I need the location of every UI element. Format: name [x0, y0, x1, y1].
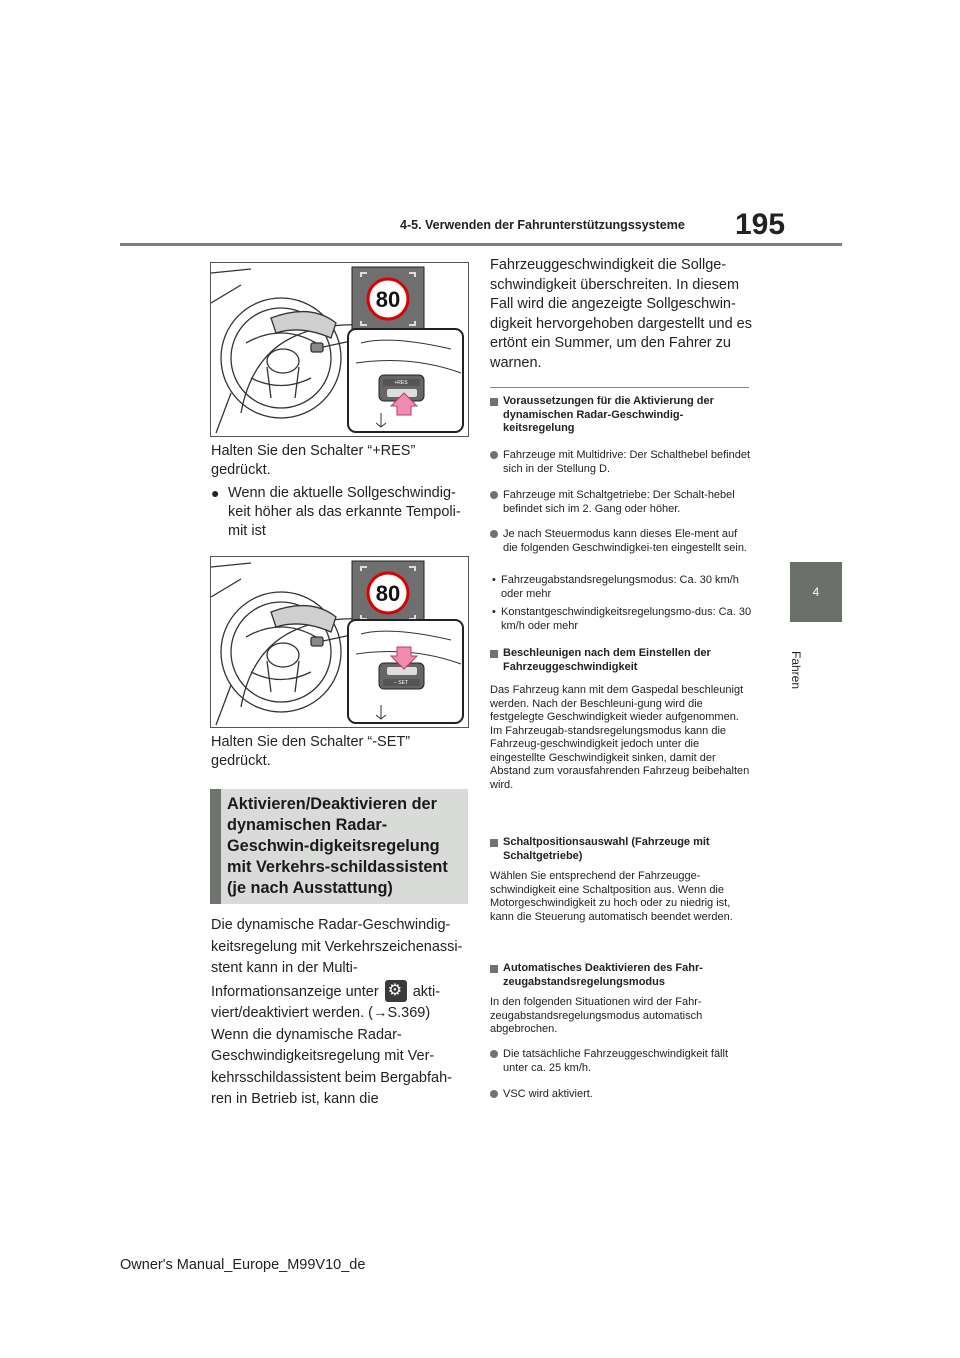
paragraph-activation [211, 915, 469, 1025]
heading-shift-text: Schaltpositionsauswahl (Fahrzeuge mit Schaltgetriebe) [503, 836, 710, 862]
right-divider [490, 387, 749, 388]
switch-label-set: − SET [393, 680, 409, 686]
right-body-text: Fahrzeuggeschwindigkeit die Sollge-schwindigkeit überschreiten. In diesem Fall wird die angezeigte Sollgeschwin-digkeit hervorgehoben dargestellt und es ertönt ein Summer, um den Fahrer zu warnen. [490, 257, 752, 371]
paragraph-shift: Wählen Sie entsprechend der Fahrzeugge-schwindigkeit eine Schaltposition aus. Wenn die Motorgeschwindigkeit zu hoch oder zu niedrig ist, kann die Steuerung automatisch beendet werden. [490, 870, 733, 923]
square-marker-icon [490, 398, 498, 406]
bullet-speed-drop [490, 1048, 752, 1075]
heading-auto-cancel [490, 962, 752, 989]
chapter-tab [790, 562, 842, 622]
left-body-text [211, 915, 469, 1111]
section-heading-box [210, 789, 468, 904]
bullet-manual [490, 489, 752, 516]
sub-item-distance: • Fahrzeugabstandsregelungsmodus: Ca. 30 km/h oder mehr [492, 574, 739, 600]
sub-item-distance-text: Fahrzeugabstandsregelungsmodus: Ca. 30 km/h oder mehr [501, 574, 739, 600]
illustration-res-switch [210, 262, 469, 437]
square-marker-icon [490, 839, 498, 847]
speed-sign-value: 80 [375, 287, 401, 312]
bullet-speed-drop-text: Die tatsächliche Fahrzeuggeschwindigkeit fällt unter ca. 25 km/h. [503, 1048, 729, 1074]
sub-item-constant: • Konstantgeschwindigkeitsregelungsmo-dus: Ca. 30 km/h oder mehr [492, 606, 752, 632]
section-heading: Aktivieren/Deaktivieren der dynamischen Radar-Geschwin-digkeitsregelung mit Verkehrs-schildassistent (je nach Ausstattung) [227, 795, 448, 897]
circle-bullet-icon [490, 491, 498, 499]
square-marker-icon [490, 650, 498, 658]
bullet-dot: ● [211, 485, 220, 501]
circle-bullet-icon [490, 530, 498, 538]
footer-manual-id: Owner's Manual_Europe_M99V10_de [120, 1257, 366, 1273]
heading-conditions [490, 395, 752, 436]
bullet-vsc-text: VSC wird aktiviert. [503, 1088, 593, 1100]
bullet-text: Wenn die aktuelle Sollgeschwindig-keit höher als das erkannte Tempoli-mit ist [228, 485, 461, 539]
header-rule [120, 243, 842, 246]
bullet-control-mode [490, 528, 752, 555]
bullet-vsc [490, 1088, 752, 1102]
chapter-number: 4 [812, 585, 820, 599]
paragraph-accelerate: Das Fahrzeug kann mit dem Gaspedal beschleunigt werden. Nach der Beschleuni-gung wird die festgelegte Geschwindigkeit wieder aufgenommen. Im Fahrzeugab-standsregelungsmodus kann die Fahrzeug-geschwindigkeit jedoch unter die eingestellte Geschwindigkeit sinken, damit der Abstand zum vorausfahrenden Fahrzeug beibehalten wird. [490, 684, 750, 791]
circle-bullet-icon [490, 1050, 498, 1058]
chapter-label-text: Fahren [789, 650, 803, 690]
switch-label-res: +RES [394, 380, 408, 386]
sub-item-constant-text: Konstantgeschwindigkeitsregelungsmo-dus: Ca. 30 km/h oder mehr [501, 606, 752, 632]
settings-gear-icon [385, 980, 407, 1002]
speed-sign-value: 80 [375, 581, 401, 606]
heading-accent-bar [210, 789, 221, 904]
heading-accelerate-text: Beschleunigen nach dem Einstellen der Fahrzeuggeschwindigkeit [503, 647, 711, 673]
caption-set: Halten Sie den Schalter “-SET” gedrückt. [211, 734, 411, 769]
caption-res: Halten Sie den Schalter “+RES” gedrückt. [211, 443, 416, 478]
bullet-control-mode-text: Je nach Steuermodus kann dieses Ele-ment auf die folgenden Geschwindigkei-ten eingestellt sein. [503, 528, 747, 554]
bullet-manual-text: Fahrzeuge mit Schaltgetriebe: Der Schalt-hebel befindet sich im 2. Gang oder höher. [503, 489, 735, 515]
bullet-multidrive [490, 449, 752, 476]
square-marker-icon [490, 965, 498, 973]
paragraph-auto-cancel: In den folgenden Situationen wird der Fahr-zeugabstandsregelungsmodus automatisch abgebrochen. [490, 996, 703, 1035]
bullet-multidrive-text: Fahrzeuge mit Multidrive: Der Schalthebel befindet sich in der Stellung D. [503, 449, 751, 475]
heading-shift [490, 836, 752, 863]
circle-bullet-icon [490, 1090, 498, 1098]
paragraph-activation-part2: akti-viert/deaktiviert werden. (→S.369) [211, 983, 441, 1021]
circle-bullet-icon [490, 451, 498, 459]
heading-auto-cancel-text: Automatisches Deaktivieren des Fahr-zeugabstandsregelungsmodus [503, 962, 703, 988]
illustration-set-switch [210, 556, 469, 728]
heading-conditions-text: Voraussetzungen für die Aktivierung der dynamischen Radar-Geschwindig-keitsregelung [503, 395, 714, 434]
page-number: 195 [735, 208, 786, 241]
chapter-label [770, 640, 822, 700]
section-title: 4-5. Verwenden der Fahrunterstützungssysteme [400, 218, 685, 232]
heading-accelerate [490, 647, 752, 674]
paragraph-activation-part1: Die dynamische Radar-Geschwindig-keitsregelung mit Verkehrszeichenassi-stent kann in der Multi-Informationsanzeige unter [211, 917, 463, 1000]
paragraph-downhill: Wenn die dynamische Radar-Geschwindigkeitsregelung mit Ver-kehrsschildassistent beim Bergabfah-ren in Betrieb ist, kann die [211, 1026, 452, 1107]
